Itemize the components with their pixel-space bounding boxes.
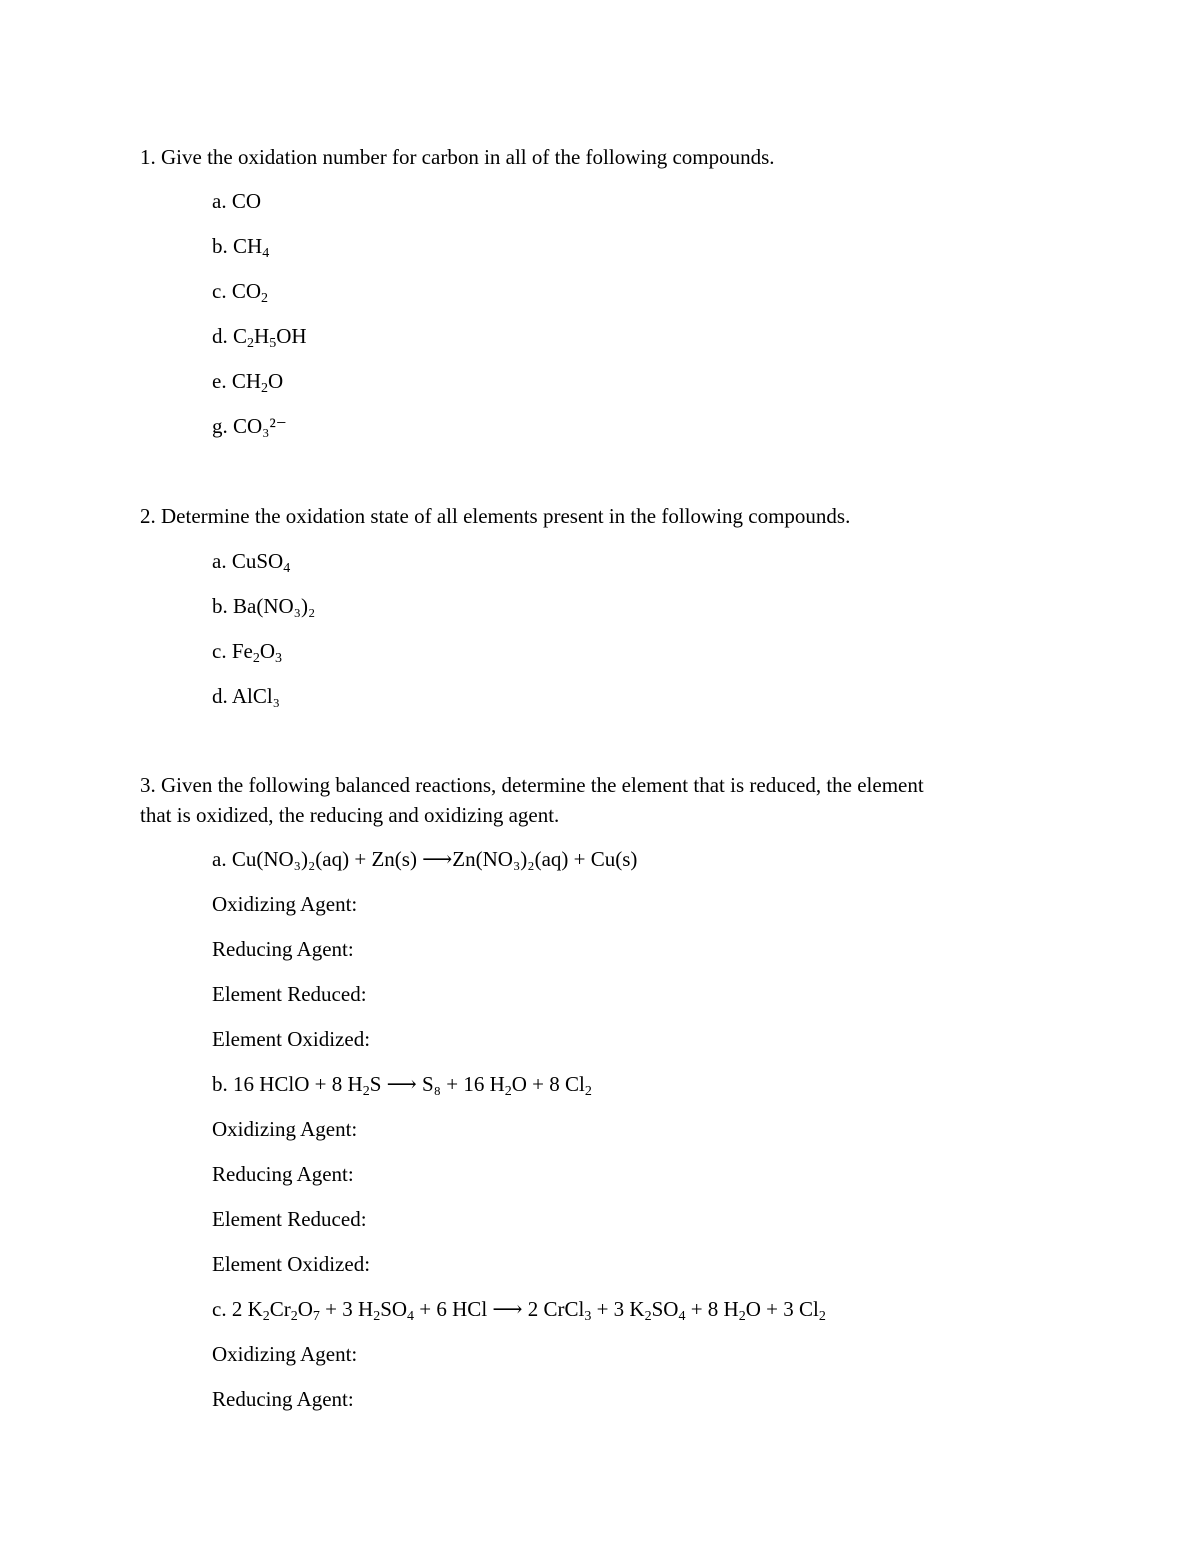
formula-text: + 8 H [685, 1297, 739, 1321]
item-label: a. [212, 847, 227, 871]
formula-text: Cu(NO₃)₂(aq) + Zn(s) ⟶Zn(NO₃)₂(aq) + Cu(s) [231, 847, 638, 871]
question-1-item [212, 278, 268, 312]
formula-subscript: 2 [584, 1084, 592, 1099]
formula-text: 16 HClO + 8 H [233, 1072, 363, 1096]
formula-subscript: 3 [584, 1309, 592, 1324]
question-2-item [212, 593, 315, 619]
reaction-equation [212, 1071, 592, 1105]
item-label: b. [212, 234, 228, 258]
answer-field-label [212, 1206, 367, 1232]
formula-subscript: 3 [275, 651, 282, 666]
formula-text: SO [380, 1297, 408, 1321]
item-label: c. [212, 639, 227, 663]
formula-subscript: 2 [644, 1309, 652, 1324]
field-label-text: Element Oxidized: [212, 1252, 371, 1276]
question-1-prompt [140, 144, 775, 170]
formula-text: H [254, 324, 270, 348]
answer-field-label [212, 981, 367, 1007]
formula-text: CO₃²⁻ [233, 414, 287, 438]
question-1-item [212, 323, 307, 357]
formula-text: CH [231, 369, 262, 393]
formula-subscript: 2 [290, 1309, 298, 1324]
field-label-text: Reducing Agent: [212, 1387, 354, 1411]
formula-subscript: 2 [252, 651, 260, 666]
item-label: e. [212, 369, 227, 393]
item-label: a. [212, 189, 227, 213]
formula-subscript: 2 [362, 1084, 370, 1099]
question-3-prompt-line-1 [140, 772, 924, 798]
field-label-text: Element Reduced: [212, 1207, 367, 1231]
formula-subscript: 2 [738, 1309, 746, 1324]
item-label: b. [212, 1072, 228, 1096]
formula-text: O + 3 Cl [745, 1297, 819, 1321]
formula-subscript: 2 [504, 1084, 512, 1099]
formula-text: Cr [269, 1297, 291, 1321]
question-2-item [212, 683, 280, 709]
question-1-item [212, 368, 283, 402]
formula-subscript: 4 [407, 1309, 415, 1324]
formula-text: + 3 H [319, 1297, 374, 1321]
question-2-item [212, 548, 290, 582]
formula-text: 2 K [231, 1297, 263, 1321]
answer-field-label [212, 1251, 370, 1277]
question-text: that is oxidized, the reducing and oxidizing agent. [140, 803, 560, 827]
formula-text: + 6 HCl ⟶ 2 CrCl [414, 1297, 585, 1321]
question-text: 3. Given the following balanced reactions, determine the element that is reduced, the element [140, 773, 924, 797]
formula-text: C [233, 324, 248, 348]
formula-text: O [259, 639, 275, 663]
answer-field-label [212, 1386, 354, 1412]
item-label: g. [212, 414, 228, 438]
field-label-text: Oxidizing Agent: [212, 1342, 358, 1366]
formula-subscript: 2 [262, 1309, 270, 1324]
formula-text: OH [276, 324, 307, 348]
formula-text: CO [231, 189, 262, 213]
formula-subscript: 4 [262, 246, 270, 261]
formula-subscript: 2 [247, 336, 255, 351]
question-text: 2. Determine the oxidation state of all elements present in the following compounds. [140, 504, 851, 528]
answer-field-label [212, 936, 354, 962]
reaction-equation [212, 846, 637, 872]
field-label-text: Oxidizing Agent: [212, 892, 358, 916]
answer-field-label [212, 891, 357, 917]
formula-subscript: 2 [261, 381, 269, 396]
field-label-text: Element Reduced: [212, 982, 367, 1006]
reaction-equation [212, 1296, 826, 1330]
formula-subscript: 5 [269, 336, 277, 351]
formula-text: O [268, 369, 284, 393]
formula-subscript: 4 [283, 561, 291, 576]
question-1-item [212, 188, 261, 214]
formula-text: Fe [231, 639, 253, 663]
formula-text: Ba(NO₃)₂ [233, 594, 316, 618]
formula-text: S ⟶ S₈ + 16 H [369, 1072, 505, 1096]
field-label-text: Reducing Agent: [212, 937, 354, 961]
formula-subscript: 4 [678, 1309, 686, 1324]
answer-field-label [212, 1116, 357, 1142]
formula-subscript: 7 [312, 1309, 320, 1324]
field-label-text: Element Oxidized: [212, 1027, 371, 1051]
formula-subscript: 2 [818, 1309, 826, 1324]
formula-text: CH [233, 234, 263, 258]
question-3-prompt-line-2 [140, 802, 559, 828]
formula-text: SO [651, 1297, 679, 1321]
answer-field-label [212, 1026, 370, 1052]
item-label: d. [212, 684, 228, 708]
question-2-prompt [140, 503, 850, 529]
formula-subscript: 2 [373, 1309, 381, 1324]
field-label-text: Reducing Agent: [212, 1162, 354, 1186]
formula-text: O + 8 Cl [511, 1072, 585, 1096]
formula-text: + 3 K [591, 1297, 645, 1321]
formula-text: AlCl₃ [231, 684, 281, 708]
answer-field-label [212, 1341, 357, 1367]
item-label: c. [212, 1297, 227, 1321]
formula-text: O [297, 1297, 313, 1321]
item-label: c. [212, 279, 227, 303]
item-label: d. [212, 324, 228, 348]
question-1-item [212, 233, 269, 267]
question-1-item [212, 413, 287, 439]
formula-text: CO [231, 279, 262, 303]
question-2-item [212, 638, 282, 672]
formula-text: CuSO [231, 549, 284, 573]
question-text: 1. Give the oxidation number for carbon in all of the following compounds. [140, 145, 775, 169]
item-label: a. [212, 549, 227, 573]
answer-field-label [212, 1161, 354, 1187]
formula-subscript: 2 [261, 291, 269, 306]
item-label: b. [212, 594, 228, 618]
field-label-text: Oxidizing Agent: [212, 1117, 358, 1141]
